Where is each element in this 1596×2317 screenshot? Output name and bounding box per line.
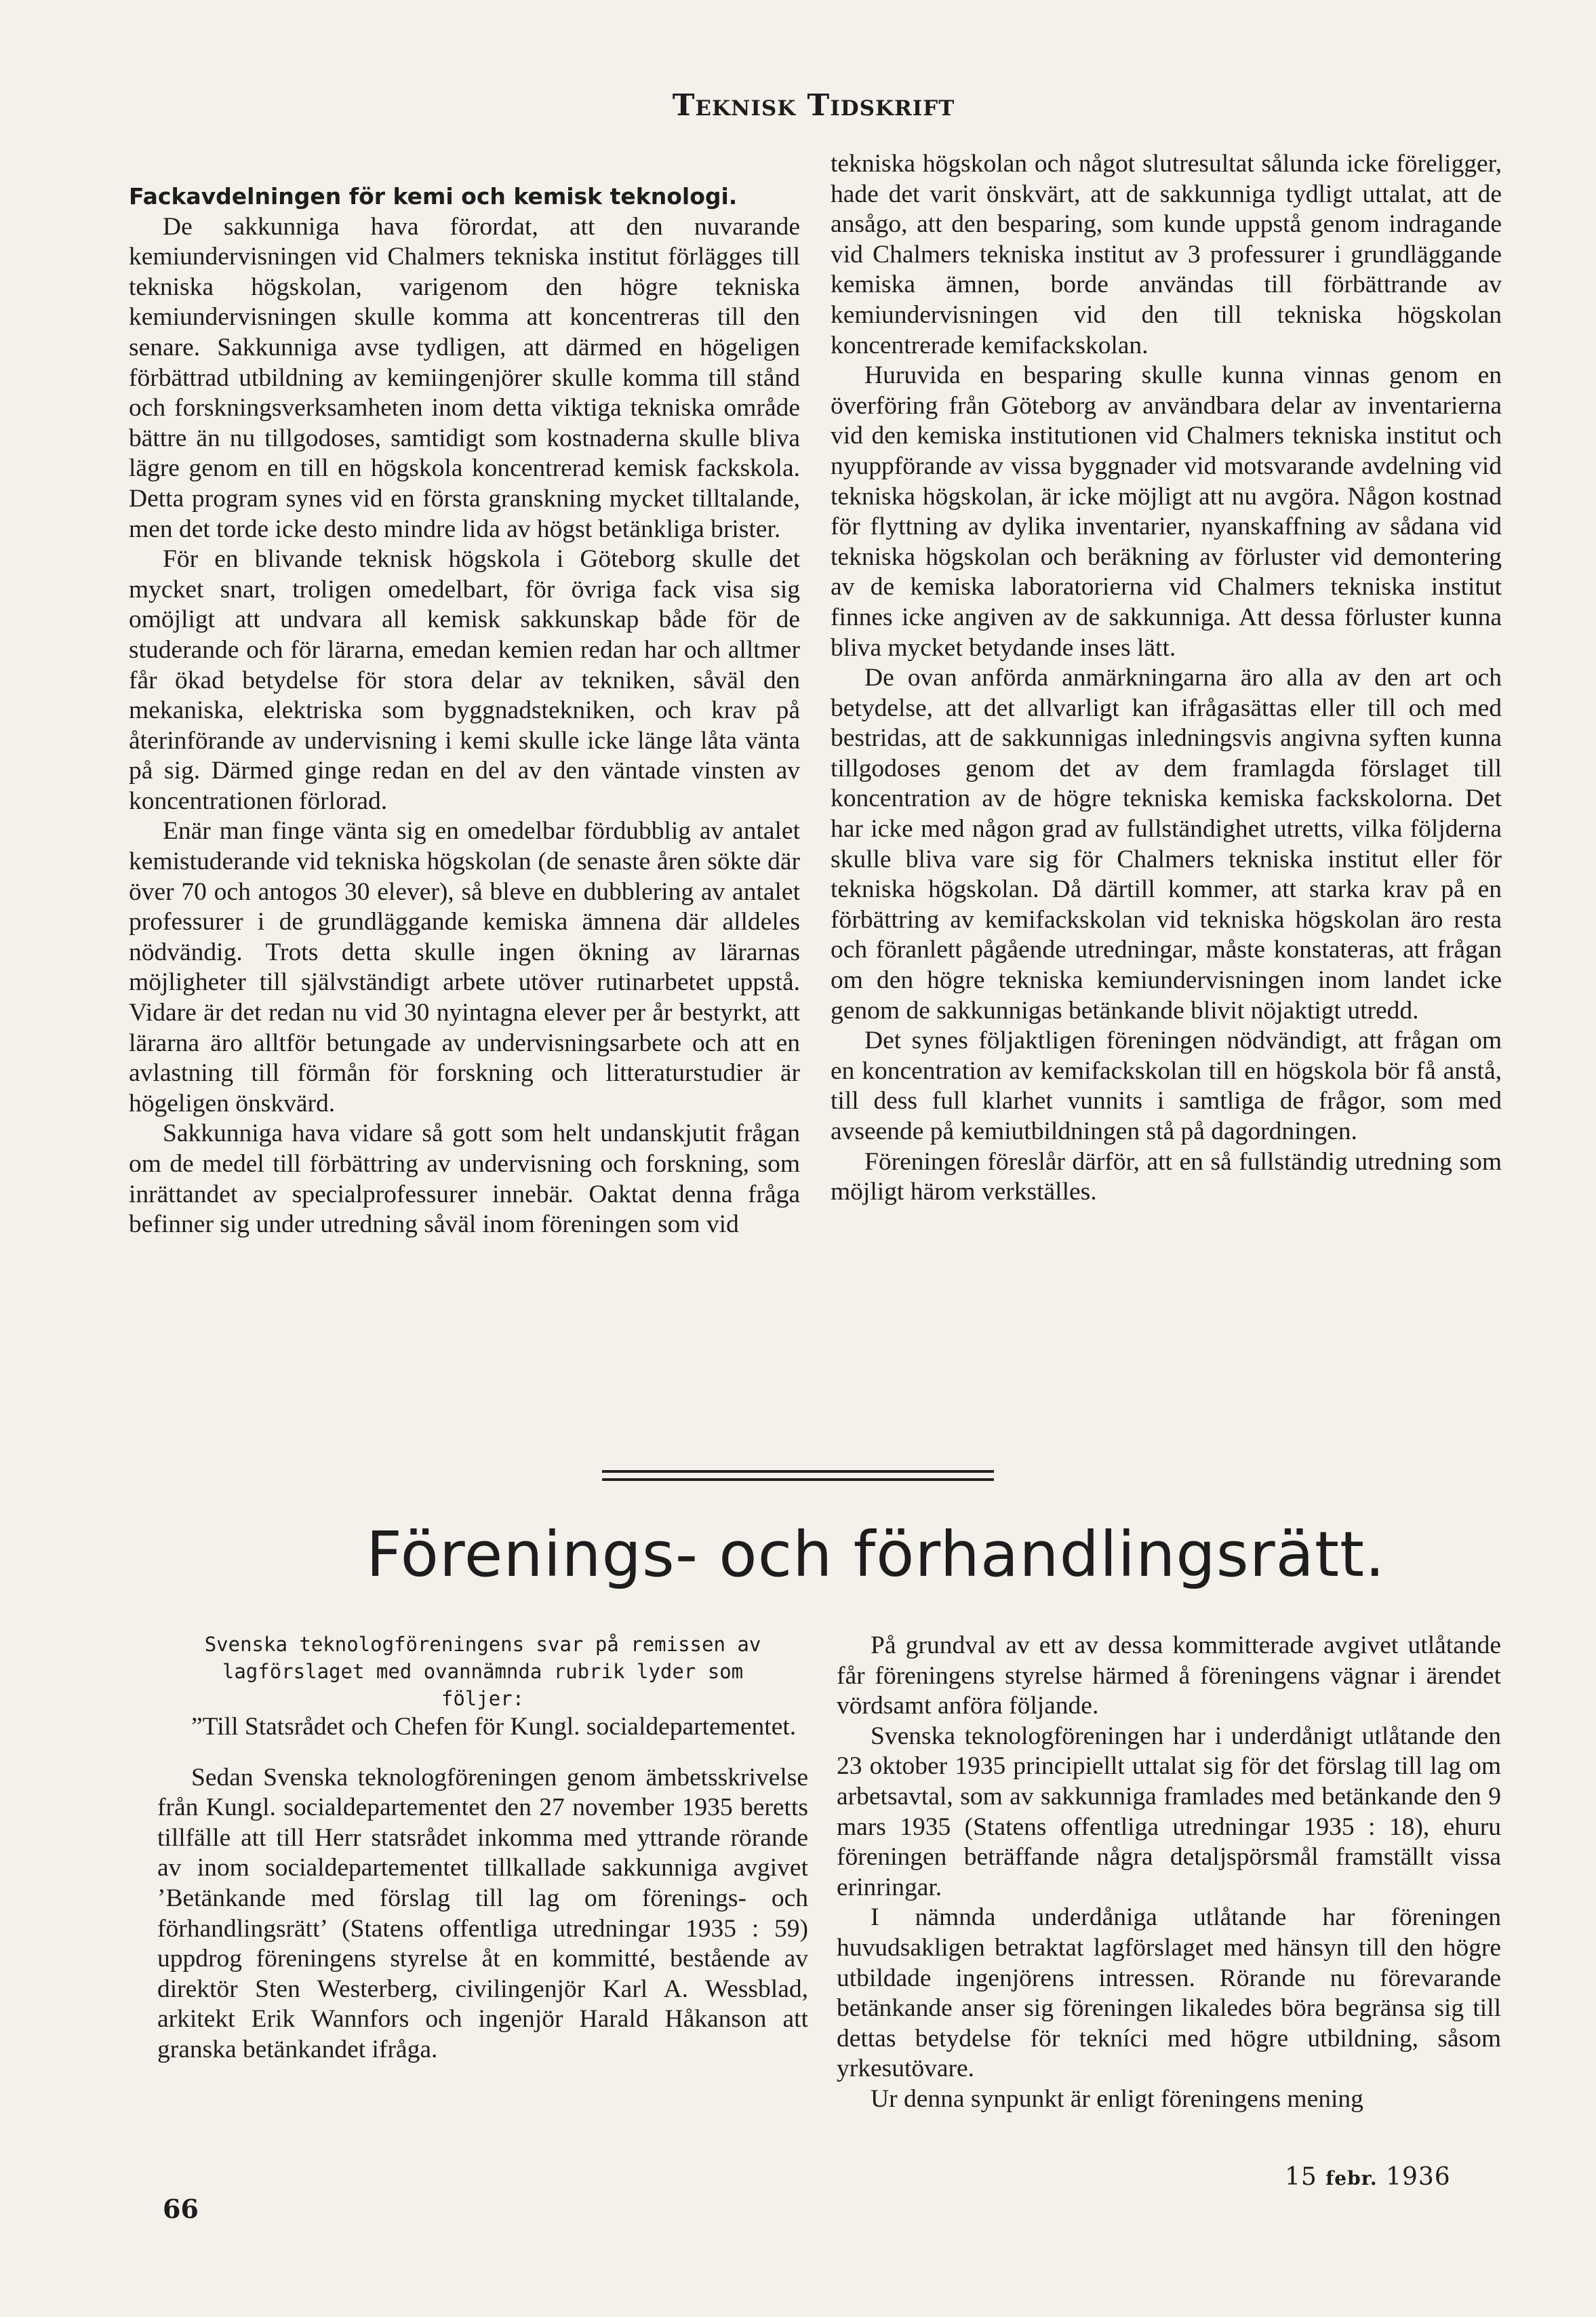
journal-masthead: Teknisk Tidskrift xyxy=(672,88,955,123)
date-day: 15 xyxy=(1285,2163,1317,2191)
paragraph: Sakkunniga hava vidare så gott som helt undanskjutit frågan om de medel till förbättring av undervisning och forskning, som inrättandet av specialprofessurer innebär. Oaktat denna fråga befinner sig under utredning såväl inom föreningen som vid xyxy=(129,1120,800,1239)
address-line: ”Till Statsrådet och Chefen för Kungl. socialdepartementet. xyxy=(191,1713,797,1741)
paragraph: Huruvida en besparing skulle kunna vinnas genom en överföring från Göteborg av användbara delar av inventarierna vid den kemiska institutionen vid Chalmers tekniska institut och nyuppförande av vissa byggnader vid motsvarande avdelning vid tekniska högskolan, är icke möjligt att nu avgöra. Någon kostnad för flyttning av dylika inventarier, nyanskaffning av sådana vid tekniska högskolan och beräkning av förluster vid demontering av de kemiska laboratorierna vid Chalmers tekniska institut finnes icke angiven av de sakkunniga. Att dessa förluster kunna bliva mycket betydande inses lätt. xyxy=(831,361,1502,662)
date-month: febr. xyxy=(1325,2167,1378,2190)
paragraph: De sakkunniga hava förordat, att den nuvarande kemiundervisningen vid Chalmers tekniska institut förlägges till tekniska högskolan, varigenom den högre tekniska kemiundervisningen skulle komma att koncentreras till den senare. Sakkunniga avse tydligen, att därmed en högeligen förbättrad utbildning av kemiingenjörer skulle komma till stånd och forskningsverksamheten inom detta viktiga tekniska område bättre än nu tillgodoses, samtidigt som kostnaderna skulle bliva lägre genom en till en högskola koncentrerad kemisk fackskola. Detta program synes vid en första granskning mycket tilltalande, men det torde icke desto mindre lida av högst betänkliga brister. xyxy=(129,212,800,543)
page-number: 66 xyxy=(163,2194,199,2224)
issue-date xyxy=(1285,2163,1451,2191)
paragraph: På grundval av ett av dessa kommitterade avgivet utlåtande får föreningens styrelse härmed å föreningens vägnar i ärendet vördsamt anföra följande. xyxy=(837,1631,1501,1720)
section-title: Förenings- och förhandlingsrätt. xyxy=(366,1518,1386,1591)
right-column xyxy=(831,149,1502,1208)
lower-left-column xyxy=(157,1631,808,2065)
paragraph: Det synes följaktligen föreningen nödvändigt, att frågan om en koncentration av kemifackskolan till en högskola bör få anstå, till dess full klarhet vunnits i samtliga de frågor, som med avseende på kemiutbildningen stå på dagordningen. xyxy=(831,1027,1502,1145)
section-divider-bottom xyxy=(602,1478,994,1481)
paragraph: Svenska teknologföreningen har i underdånigt utlåtande den 23 oktober 1935 principiellt uttalat sig för det förslag till lag om arbetsavtal, som av sakkunniga framlades med betänkande den 9 mars 1935 (Statens offentliga utredningar 1935 : 18), ehuru föreningen beträffande några detaljspörsmål framställt vissa erinringar. xyxy=(837,1722,1501,1901)
paragraph: Föreningen föreslår därför, att en så fullständig utredning som möjligt härom verkställes. xyxy=(831,1147,1502,1206)
paragraph: De ovan anförda anmärkningarna äro alla av den art och betydelse, att det allvarligt kan ifrågasättas eller till och med bestridas, att de sakkunnigas inledningsvis angivna syften kunna tillgodoses genom det av dem framlagda förslaget till koncentration av de högre tekniska kemiska fackskolorna. Det har icke med någon grad av fullständighet utretts, vilka följderna skulle bliva vare sig för Chalmers tekniska institut eller för tekniska högskolan. Då därtill kommer, att starka krav på en förbättring av kemifackskolan vid tekniska högskolan äro resta och föranlett pågående utredningar, måste konstateras, att frågan om den högre tekniska kemiundervisningen inom landet icke genom de sakkunnigas betänkande blivit nöjaktigt utredd. xyxy=(831,664,1502,1025)
subsection-heading: Fackavdelningen för kemi och kemisk teknologi. xyxy=(129,183,738,210)
left-column xyxy=(129,182,800,1240)
paragraph: För en blivande teknisk högskola i Göteborg skulle det mycket snart, troligen omedelbart, för övriga fack visa sig omöjligt att undvara all kemisk sakkunskap både för de studerande och för lärarna, emedan kemien redan har och alltmer får ökad betydelse för stora delar av tekniken, såväl den mekaniska, elektriska som byggnadstekniken, och krav på återinförande av undervisning i kemi skulle icke länge låta vänta på sig. Därmed ginge redan en del av den väntade vinsten av koncentrationen förlorad. xyxy=(129,545,800,815)
intro-text: Svenska teknologföreningens svar på remissen av lagförslaget med ovannämnda rubrik lyder som följer: xyxy=(204,1633,761,1710)
paragraph: Sedan Svenska teknologföreningen genom ämbetsskrivelse från Kungl. socialdepartementet den 27 november 1935 beretts tillfälle att till Herr statsrådet inkomma med yttrande rörande av inom socialdepartementet tillkallade sakkunniga avgivet ’Betänkande med förslag till lag om förenings- och förhandlingsrätt’ (Statens offentliga utredningar 1935 : 59) uppdrog föreningens styrelse åt en kommitté, bestående av direktör Sten Westerberg, civilingenjör Karl A. Wessblad, arkitekt Erik Wannfors och ingenjör Harald Håkanson att granska betänkandet ifråga. xyxy=(157,1763,808,2063)
paragraph: Ur denna synpunkt är enligt föreningens mening xyxy=(871,2084,1363,2113)
lower-right-column xyxy=(837,1631,1501,2115)
paragraph: Enär man finge vänta sig en omedelbar fördubblig av antalet kemistuderande vid tekniska högskolan (de senaste åren sökte där över 70 och antogos 30 elever), så bleve en dubblering av antalet professurer i de grundläggande kemiska ämnena där alldeles nödvändig. Trots detta skulle ingen ökning av lärarnas möjligheter till självständigt arbete utöver rutinarbetet uppstå. Vidare är det redan nu vid 30 nyintagna elever per år bestyrkt, att lärarna äro alltför betungade av undervisningsarbete och att en avlastning till förmån för forskning och litteraturstudier är högeligen önskvärd. xyxy=(129,817,800,1117)
section-divider-top xyxy=(602,1470,994,1473)
paragraph: I nämnda underdåniga utlåtande har föreningen huvudsakligen betraktat lagförslaget med hänsyn till den högre utbildade ingenjörens intressen. Rörande nu förevarande betänkande anser sig föreningen likaledes böra begränsa sig till dettas betydelse för tekníci med högre utbildning, såsom yrkesutövare. xyxy=(837,1903,1501,2083)
date-year: 1936 xyxy=(1386,2163,1451,2191)
paragraph: tekniska högskolan och något slutresultat sålunda icke föreligger, hade det varit önskvärt, att de sakkunniga tydligt uttalat, att de ansågo, att den besparing, som kunde uppstå genom indragande vid Chalmers tekniska institut av 3 professurer i grundläggande kemiska ämnen, borde användas till förbättrande av kemiundervisningen vid den till tekniska högskolan koncentrerade kemifackskolan. xyxy=(831,150,1502,359)
